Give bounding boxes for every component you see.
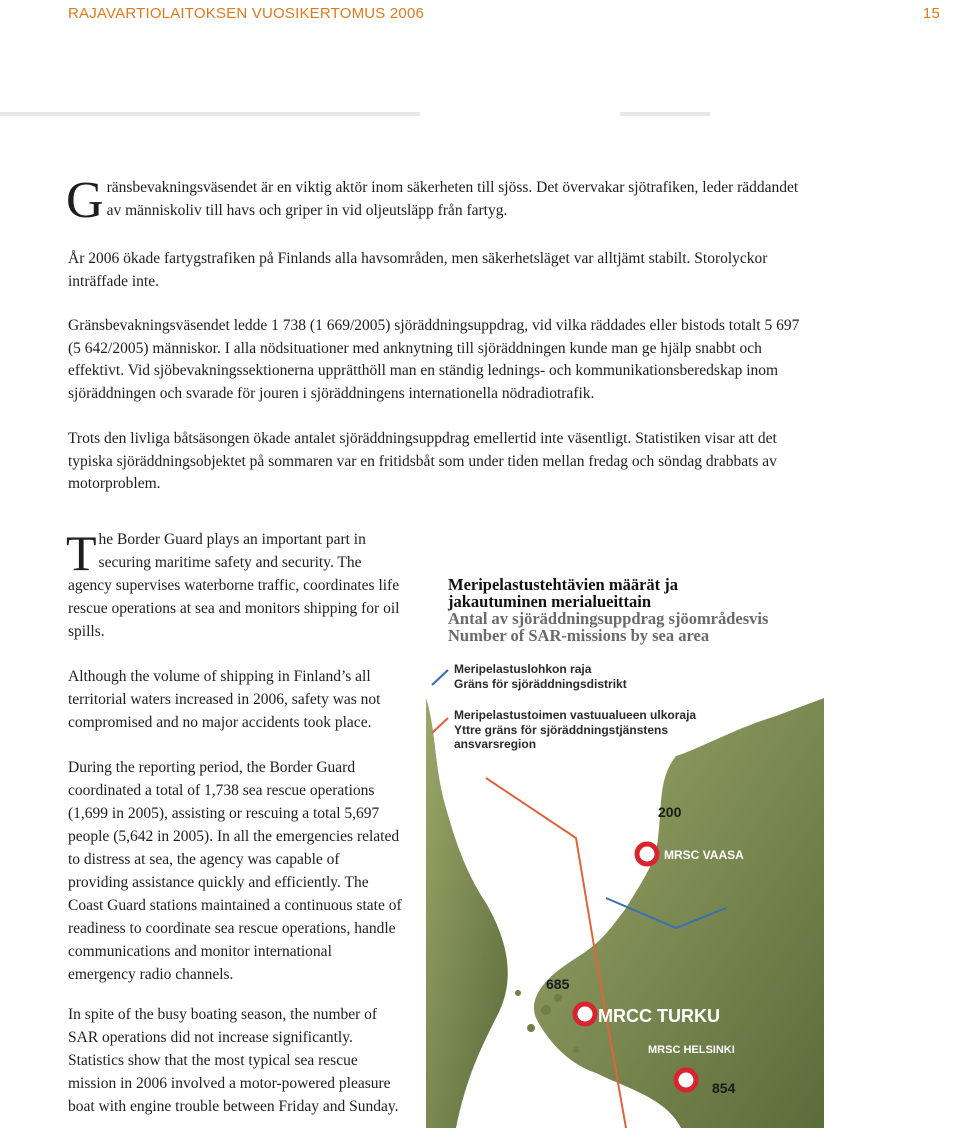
- english-paragraph-3: [68, 756, 403, 986]
- count-vaasa: 200: [658, 804, 682, 820]
- map-title-fi-1: Meripelastustehtävien määrät ja: [448, 575, 679, 594]
- english-paragraph-1-text: he Border Guard plays an important part in securing maritime safety and security. The agency supervises waterborne traffic, coordinates life rescue operations at sea and monitors shipping for oil spills.: [68, 531, 400, 640]
- page-number: 15: [922, 4, 940, 22]
- header-rule-right: [620, 112, 710, 116]
- english-paragraph-2: [68, 665, 403, 734]
- station-vaasa: MRSC VAASA: [664, 848, 744, 862]
- map-title-fi-2: jakautuminen merialueittain: [448, 592, 652, 611]
- legend-item-district: Meripelastuslohkon raja Gräns för sjöräddningsdistrikt: [454, 662, 627, 691]
- swedish-paragraph-3-text: Gränsbevakningsväsendet ledde 1 738 (1 669/2005) sjöräddningsuppdrag, vid vilka räddades eller bistods totalt 5 697 (5 642/2005) människor. I alla nödsituationer med anknytning till sjöräddningen kunde man ge hjälp snabbt och effektivt. Vid sjöbevakningssektionerna upprätthöll man en ständig lednings- och kommunikationsberedskap inom sjöräddningen och svarade för jouren i sjöräddningens internationella nödradiotrafik.: [68, 317, 800, 402]
- count-turku: 685: [546, 976, 570, 992]
- map-title-en: Number of SAR-missions by sea area: [448, 626, 710, 645]
- station-helsinki: MRSC HELSINKI: [648, 1044, 735, 1056]
- station-turku: MRCC TURKU: [598, 1006, 720, 1026]
- lifebuoy-icon: [676, 1070, 696, 1090]
- lifebuoy-icon: [575, 1004, 595, 1024]
- map-title-sv: Antal av sjöräddningsuppdrag sjöområdesvis: [448, 609, 769, 628]
- english-paragraph-2-text: Although the volume of shipping in Finland’s all territorial waters increased in 2006, safety was not compromised and no major accidents took place.: [68, 668, 381, 731]
- english-paragraph-1: [66, 525, 403, 643]
- swedish-paragraph-3: [68, 315, 813, 405]
- english-paragraph-3-text: During the reporting period, the Border Guard coordinated a total of 1,738 sea rescue operations (1,699 in 2005), assisting or rescuing a total 5,697 people (5,642 in 2005). In all the emergencies related to distress at sea, the agency was capable of providing assistance quickly and efficiently. The Coast Guard stations maintained a continuous state of readiness to coordinate sea rescue operations, handle communications and monitor international emergency radio channels.: [68, 759, 402, 983]
- english-paragraph-4: [68, 1003, 403, 1118]
- legend-item-outer-boundary: Meripelastustoimen vastuualueen ulkoraja Yttre gräns för sjöräddningstjänstens ansvarsregion: [454, 708, 697, 751]
- header-rule-left: [0, 112, 420, 116]
- swedish-paragraph-4: [68, 428, 813, 496]
- english-paragraph-4-text: In spite of the busy boating season, the number of SAR operations did not increase significantly. Statistics show that the most typical sea rescue mission in 2006 involved a motor-powered pleasure boat with engine trouble between Friday and Sunday.: [68, 1006, 399, 1115]
- swedish-paragraph-1: [66, 172, 813, 229]
- swedish-paragraph-1-text: ränsbevakningsväsendet är en viktig aktör inom säkerheten till sjöss. Det övervakar sjötrafiken, leder räddandet av människoliv till havs och griper in vid oljeutsläpp från fartyg.: [106, 179, 799, 219]
- dropcap-t: T: [66, 525, 97, 581]
- dropcap-g: G: [66, 172, 104, 229]
- swedish-paragraph-4-text: Trots den livliga båtsäsongen ökade antalet sjöräddningsuppdrag emellertid inte väsentligt. Statistiken visar att det typiska sjöräddningsobjektet på sommaren var en fritidsbåt som under tiden mellan fredag och söndag drabbats av motorproblem.: [68, 430, 777, 492]
- count-helsinki: 854: [712, 1080, 736, 1096]
- swedish-paragraph-2: [68, 248, 813, 293]
- sar-map: [426, 658, 824, 1128]
- report-title: RAJAVARTIOLAITOKSEN VUOSIKERTOMUS 2006: [68, 4, 425, 22]
- swedish-paragraph-2-text: År 2006 ökade fartygstrafiken på Finlands alla havsområden, men säkerhetsläget var alltjämt stabilt. Storolyckor inträffade inte.: [68, 250, 768, 290]
- lifebuoy-icon: [637, 844, 657, 864]
- map-title: [448, 576, 848, 644]
- running-header: [68, 0, 940, 26]
